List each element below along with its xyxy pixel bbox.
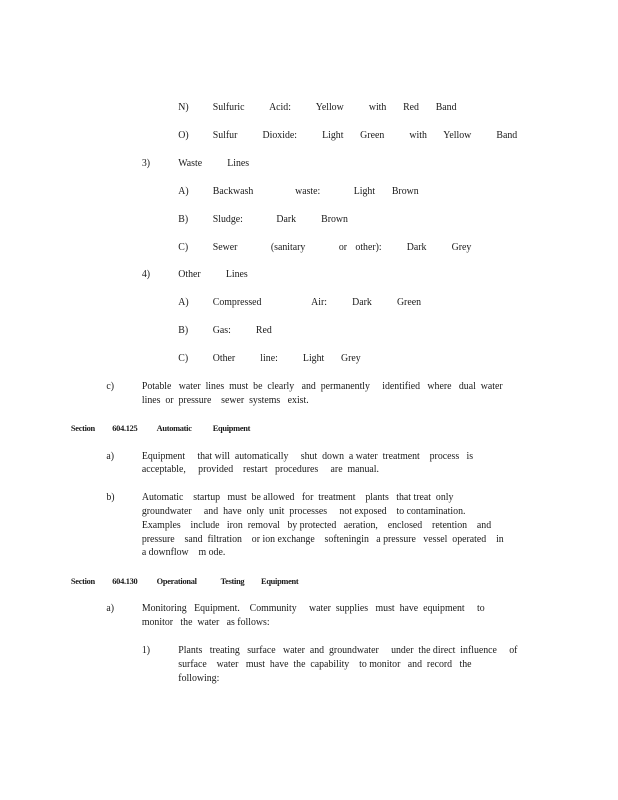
section-number: 604.125 [112, 423, 138, 433]
item-text: Backwash waste: Light Brown [212, 186, 419, 197]
paragraph-line: pressure sand filtration or ion exchange softeningin a pressure vessel operated in [141, 534, 504, 545]
paragraph-line: surface water must have the capability to monitor and record the [178, 659, 472, 670]
section-title-word: Operational [156, 576, 197, 586]
item-text: Other line: Light Grey [212, 353, 361, 364]
paragraph-line: Equipment that will automatically shut down a water treatment process is [141, 451, 474, 462]
paragraph-label: c) [106, 381, 115, 392]
paragraph-line: Examples include iron removal by protected aeration, enclosed retention and [141, 520, 492, 531]
item-label: A) [178, 186, 189, 197]
item-text: Sludge: Dark Brown [212, 214, 348, 225]
item-text: Other Lines [178, 269, 248, 280]
item-text: Sewer (sanitary or other): Dark Grey [212, 242, 472, 253]
item-label: N) [178, 102, 189, 113]
paragraph-line: following: [178, 673, 220, 684]
item-label: C) [178, 242, 189, 253]
item-label: C) [178, 353, 189, 364]
item-label: O) [178, 130, 189, 141]
item-label: 4) [141, 269, 151, 280]
item-text: Waste Lines [178, 158, 250, 169]
item-label: B) [178, 214, 189, 225]
paragraph-label: b) [106, 492, 115, 503]
paragraph-line: acceptable, provided restart procedures are manual. [141, 464, 379, 475]
item-text: Compressed Air: Dark Green [212, 297, 422, 308]
section-title-word: Equipment [261, 576, 299, 586]
item-text: Gas: Red [212, 325, 272, 336]
paragraph-line: Potable water lines must be clearly and permanently identified where dual water [141, 381, 503, 392]
section-number: 604.130 [112, 576, 138, 586]
section-title-word: Testing [220, 576, 245, 586]
paragraph-label: a) [106, 451, 115, 462]
paragraph-line: monitor the water as follows: [141, 617, 270, 628]
section-title-word: Automatic [156, 423, 192, 433]
item-text: Sulfuric Acid: Yellow with Red Band [212, 102, 457, 113]
section-word: Section [70, 423, 95, 433]
item-text: Sulfur Dioxide: Light Green with Yellow Band [212, 130, 518, 141]
item-label: 3) [141, 158, 151, 169]
paragraph-line: Automatic startup must be allowed for treatment plants that treat only [141, 492, 454, 503]
item-label: A) [178, 297, 189, 308]
paragraph-line: Plants treating surface water and groundwater under the direct influence of [178, 645, 518, 656]
paragraph-line: a downflow m ode. [141, 547, 226, 558]
section-word: Section [70, 576, 95, 586]
paragraph-line: lines or pressure sewer systems exist. [141, 395, 309, 406]
paragraph-line: groundwater and have only unit processes not exposed to contamination. [141, 506, 466, 517]
item-label: B) [178, 325, 189, 336]
section-title-word: Equipment [212, 423, 251, 433]
paragraph-line: Monitoring Equipment. Community water supplies must have equipment to [141, 603, 485, 614]
paragraph-label: 1) [141, 645, 151, 656]
paragraph-label: a) [106, 603, 115, 614]
